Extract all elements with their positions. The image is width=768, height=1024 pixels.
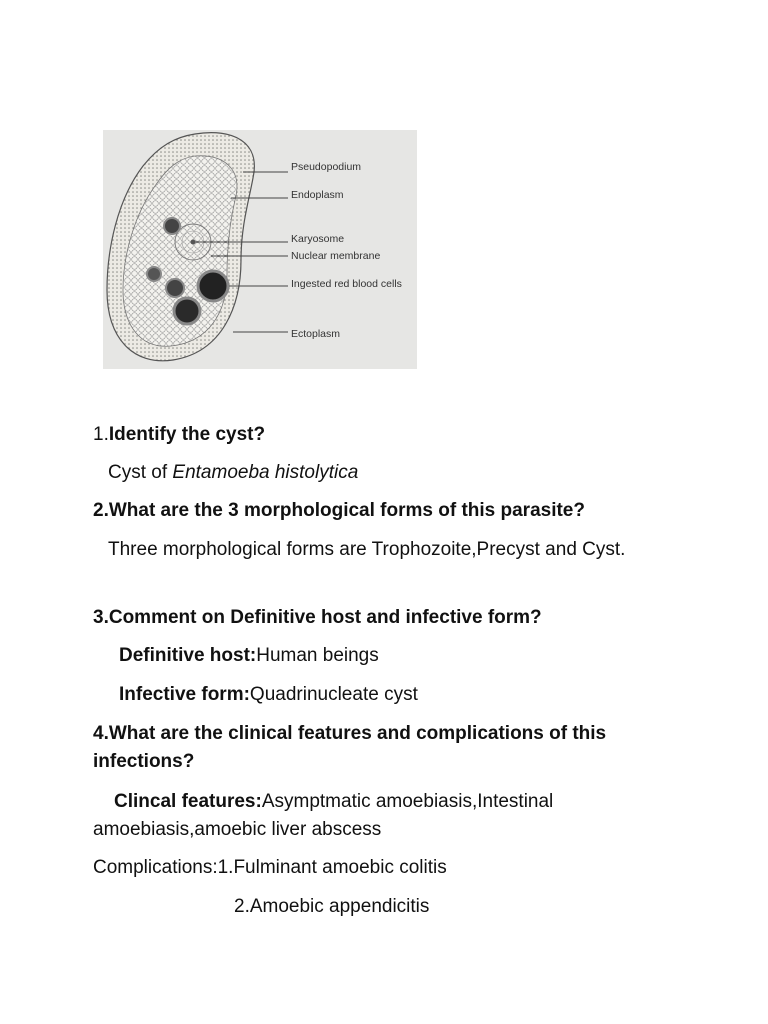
karyosome-shape [191, 240, 196, 245]
question-1-text: Identify the cyst? [108, 424, 266, 445]
clinical-features-line [93, 788, 663, 844]
infective-form-line [93, 681, 689, 709]
answer-2: Three morphological forms are Trophozoite,Precyst and Cyst. [108, 539, 626, 560]
definitive-host-label: Definitive host: [119, 645, 257, 666]
complications-line-2: 2.Amoebic appendicitis [234, 896, 430, 917]
infective-form-label: Infective form: [119, 684, 250, 705]
label-ingested-rbc: Ingested red blood cells [291, 278, 402, 290]
answer-1-species: Entamoeba histolytica [172, 462, 359, 483]
question-3: 3.Comment on Definitive host and infective form? [93, 607, 542, 628]
question-4: 4.What are the clinical features and complications of this infections? [93, 723, 607, 772]
question-2: 2.What are the 3 morphological forms of this parasite? [93, 500, 585, 521]
complications-line-1: Complications:1.Fulminant amoebic colitis [93, 857, 447, 878]
label-nuclear-membrane: Nuclear membrane [291, 250, 381, 262]
question-1 [93, 421, 663, 449]
definitive-host-line [93, 642, 689, 670]
answer-1 [93, 459, 678, 487]
label-endoplasm: Endoplasm [291, 189, 344, 201]
label-ectoplasm: Ectoplasm [291, 328, 341, 340]
label-karyosome: Karyosome [291, 233, 345, 245]
definitive-host-value: Human beings [256, 645, 379, 666]
label-pseudopodium: Pseudopodium [291, 161, 362, 173]
infective-form-value: Quadrinucleate cyst [249, 684, 418, 705]
question-1-number: 1. [93, 424, 109, 445]
clinical-features-label: Clincal features: [114, 791, 262, 812]
answer-1-prefix: Cyst of [108, 462, 173, 483]
clinical-features-value: Asymptmatic amoebiasis,Intestinal amoebiasis,amoebic liver abscess [93, 791, 554, 840]
amoeba-diagram [103, 130, 417, 369]
